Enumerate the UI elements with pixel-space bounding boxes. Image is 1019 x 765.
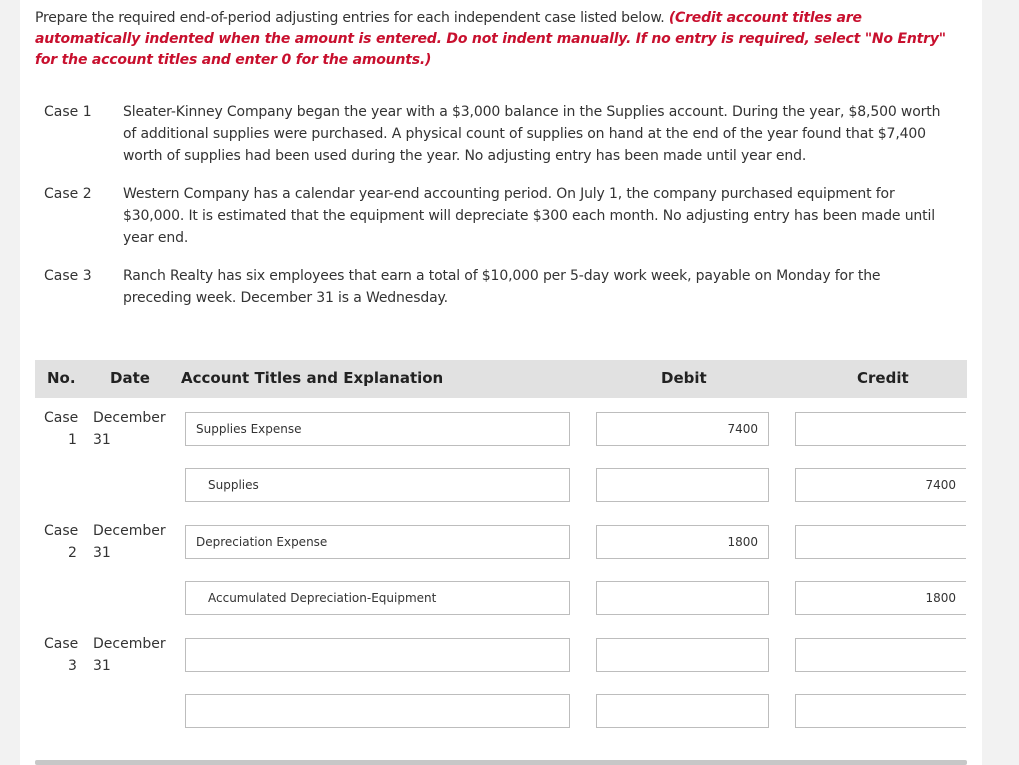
account-field[interactable]: Depreciation Expense <box>185 525 570 559</box>
account-field[interactable]: Accumulated Depreciation-Equipment <box>185 581 570 615</box>
case-1-text: Sleater-Kinney Company began the year with a $3,000 balance in the Supplies account. During the year, $8,500 worth of additional supplies were purchased. A physical count of supplies on hand at the end of the year found that $7,400 worth of supplies had been used during the year. No adjusting entry has been made until year end. <box>123 104 941 164</box>
case-3-label: Case 3 <box>44 268 92 284</box>
journal-table-header <box>35 360 967 398</box>
entry-2-no-line2: 2 <box>68 545 77 561</box>
account-field[interactable]: Supplies <box>185 468 570 502</box>
entry-2-no-line1: Case <box>44 523 79 539</box>
debit-field[interactable] <box>596 468 769 502</box>
entry-1-date-line2: 31 <box>93 432 111 448</box>
entry-1-date-line1: December <box>93 410 166 426</box>
debit-field[interactable]: 1800 <box>596 525 769 559</box>
entry-3-no-line2: 3 <box>68 658 77 674</box>
debit-field[interactable] <box>596 638 769 672</box>
instructions-text: Prepare the required end-of-period adjusting entries for each independent case listed below. <box>35 10 669 26</box>
account-field[interactable]: Supplies Expense <box>185 412 570 446</box>
horizontal-scrollbar[interactable] <box>35 760 967 765</box>
instructions-emphasis: (Credit account titles are automatically indented when the amount is entered. Do not indent manually. If no entry is required, select "No Entry" for the account titles and enter 0 for the amounts.) <box>35 10 946 68</box>
entry-3-date-line1: December <box>93 636 166 652</box>
entry-2-date-line2: 31 <box>93 545 111 561</box>
case-1-label: Case 1 <box>44 104 92 120</box>
credit-field[interactable] <box>795 412 966 446</box>
question-panel <box>20 0 982 765</box>
credit-field[interactable]: 1800 <box>795 581 966 615</box>
entry-3-date-line2: 31 <box>93 658 111 674</box>
header-credit: Credit <box>857 369 909 387</box>
entry-2-date-line1: December <box>93 523 166 539</box>
credit-field[interactable] <box>795 638 966 672</box>
debit-field[interactable] <box>596 694 769 728</box>
entry-3-no-line1: Case <box>44 636 79 652</box>
credit-field[interactable]: 7400 <box>795 468 966 502</box>
instructions <box>35 8 965 71</box>
case-2-label: Case 2 <box>44 186 92 202</box>
case-3-text: Ranch Realty has six employees that earn a total of $10,000 per 5-day work week, payable on Monday for the preceding week. December 31 is a Wednesday. <box>123 268 881 306</box>
debit-field[interactable]: 7400 <box>596 412 769 446</box>
debit-field[interactable] <box>596 581 769 615</box>
account-field[interactable] <box>185 638 570 672</box>
header-date: Date <box>110 369 150 387</box>
header-account: Account Titles and Explanation <box>181 369 444 387</box>
header-debit: Debit <box>661 369 707 387</box>
account-field[interactable] <box>185 694 570 728</box>
case-2-text: Western Company has a calendar year-end accounting period. On July 1, the company purchased equipment for $30,000. It is estimated that the equipment will depreciate $300 each month. No adjusting entry has been made until year end. <box>123 186 935 246</box>
credit-field[interactable] <box>795 694 966 728</box>
credit-field[interactable] <box>795 525 966 559</box>
entry-1-no-line2: 1 <box>68 432 77 448</box>
header-no: No. <box>47 369 76 387</box>
entry-1-no-line1: Case <box>44 410 79 426</box>
